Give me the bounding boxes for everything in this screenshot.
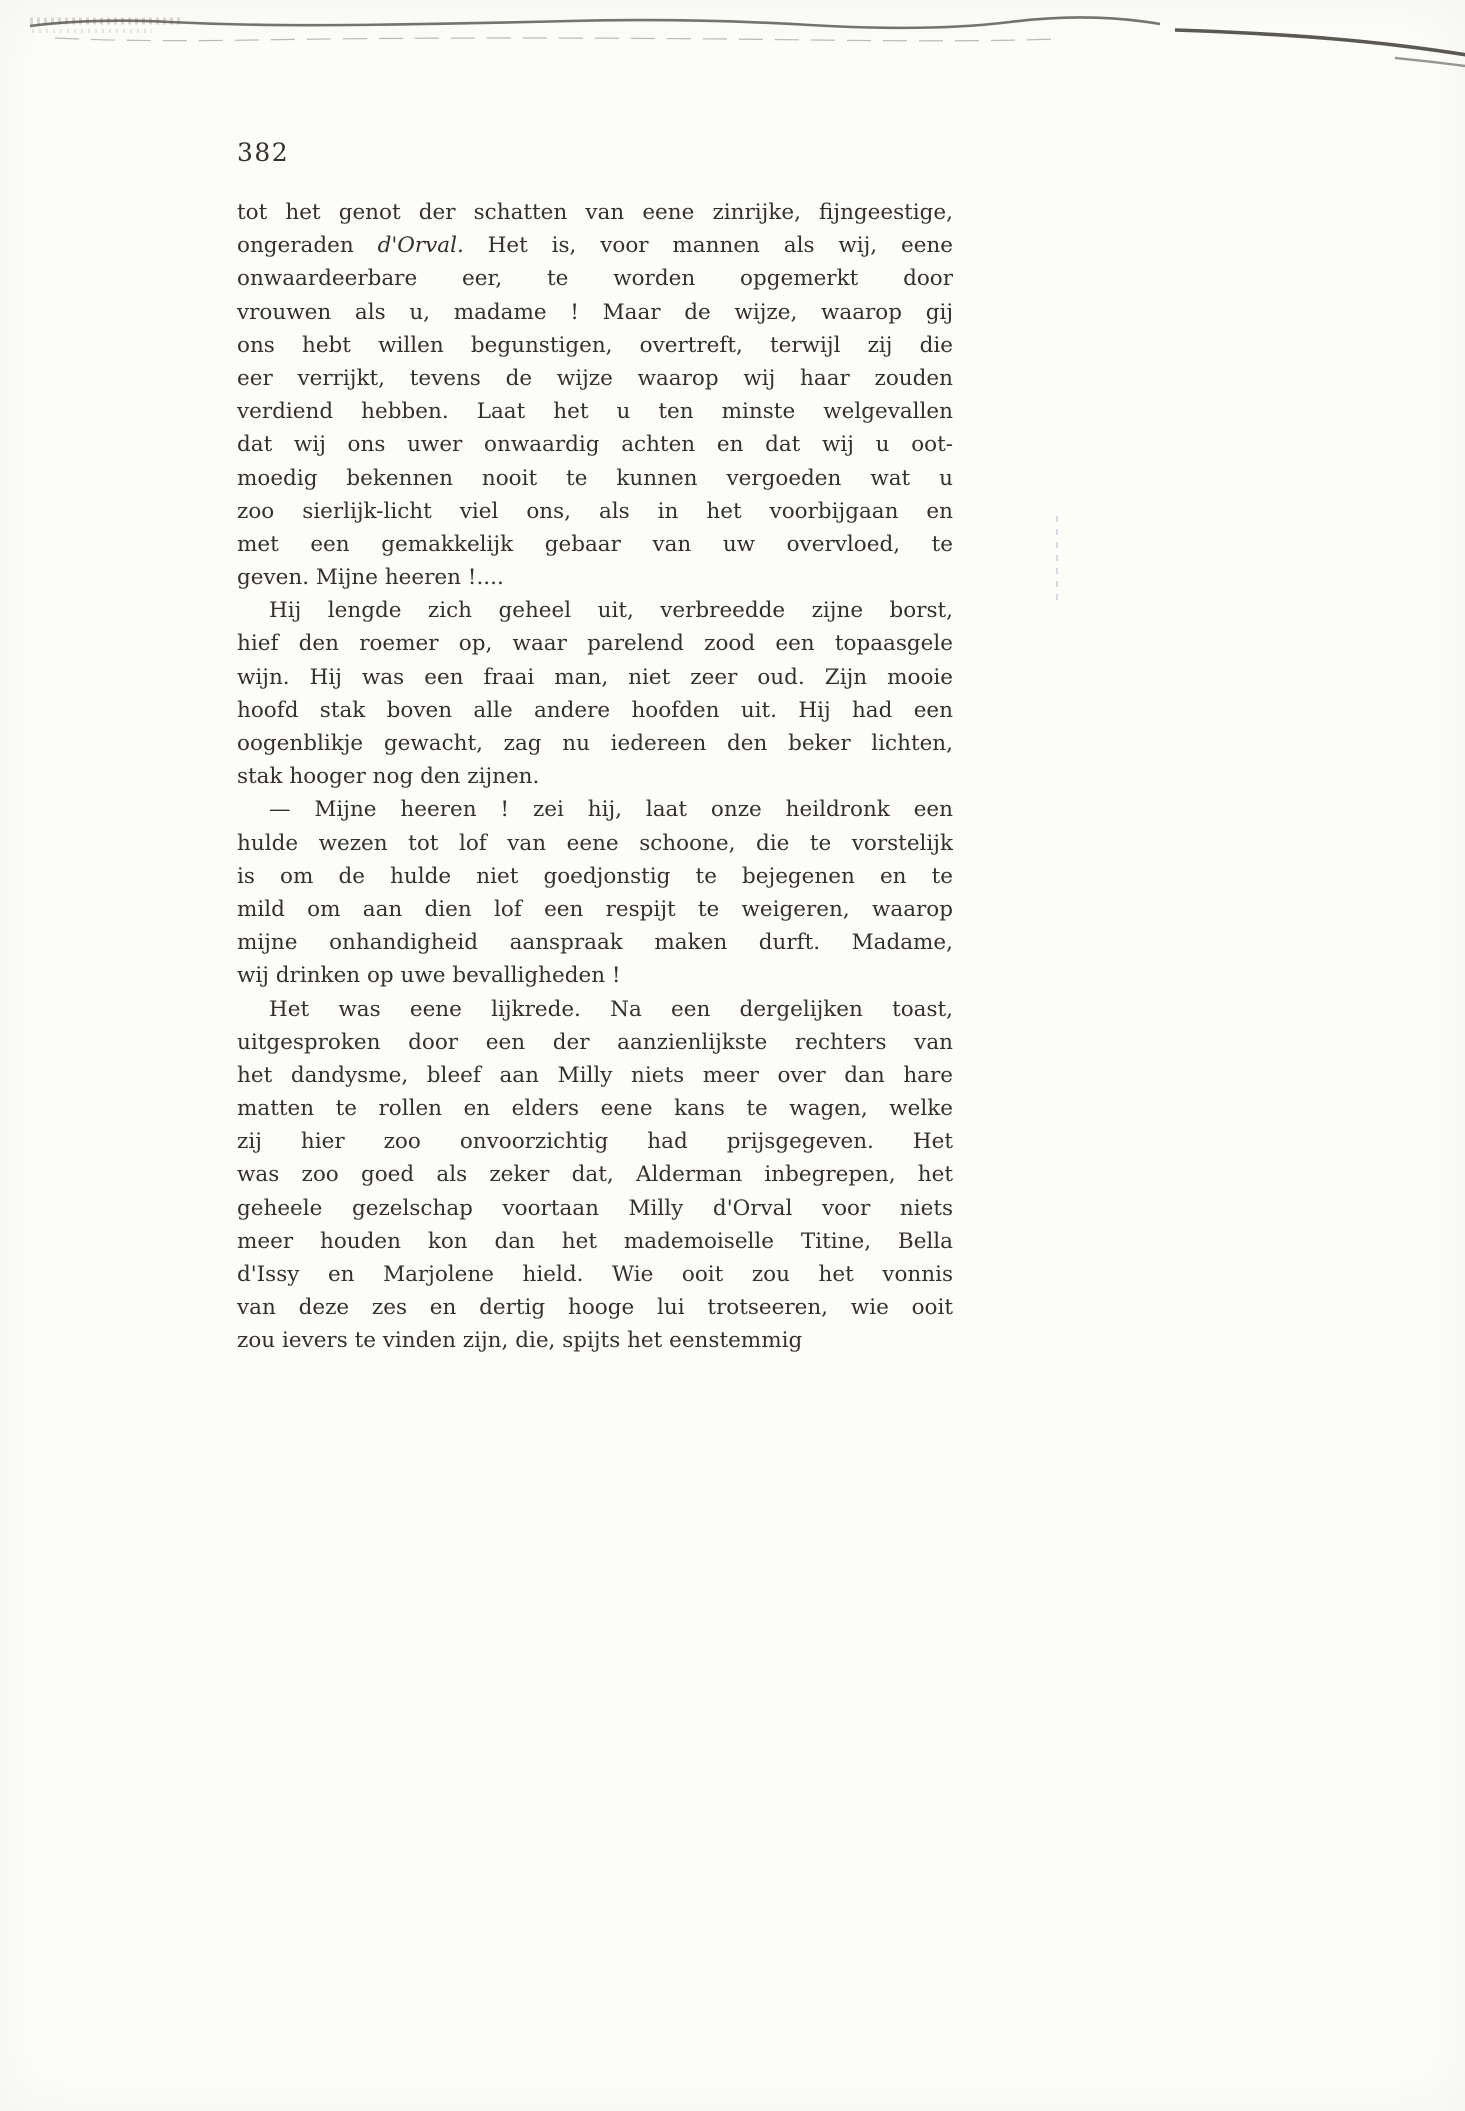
text-segment: geheele gezelschap voortaan Milly d'Orval voor niets (237, 1195, 953, 1221)
text-segment: hief den roemer op, waar parelend zood een topaasgele (237, 631, 953, 657)
text-segment: Het was eene lijkrede. Na een dergelijken toast, (269, 996, 953, 1022)
text-line (237, 428, 953, 461)
text-line (237, 827, 953, 860)
text-line (237, 528, 953, 561)
text-segment: onwaardeerbare eer, te worden opgemerkt door (237, 266, 953, 292)
text-line (237, 694, 953, 727)
text-line (237, 1291, 953, 1324)
text-segment: hulde wezen tot lof van eene schoone, die te vorstelijk (237, 830, 953, 856)
text-segment: — Mijne heeren ! zei hij, laat onze heildronk een (269, 797, 953, 823)
italic-text-segment: d'Orval. (377, 233, 464, 259)
text-line (237, 1125, 953, 1158)
text-block (237, 196, 953, 1358)
text-segment: ongeraden (237, 233, 378, 259)
text-segment: Hij lengde zich geheel uit, verbreedde zijne borst, (269, 598, 953, 624)
text-line (237, 362, 953, 395)
text-segment: stak hooger nog den zijnen. (237, 764, 540, 790)
text-line (237, 1258, 953, 1291)
text-segment: mijne onhandigheid aanspraak maken durft. Madame, (237, 930, 953, 956)
text-segment: geven. Mijne heeren !.... (237, 565, 504, 591)
text-line (237, 1225, 953, 1258)
text-line (237, 1092, 953, 1125)
paragraph (237, 594, 953, 793)
paragraph (237, 196, 953, 594)
text-segment: met een gemakkelijk gebaar van uw overvloed, te (237, 531, 953, 557)
text-segment: vrouwen als u, madame ! Maar de wijze, waarop gij (237, 299, 953, 325)
page-number: 382 (237, 138, 290, 167)
text-segment: van deze zes en dertig hooge lui trotseeren, wie ooit (237, 1295, 953, 1321)
text-segment: meer houden kon dan het mademoiselle Titine, Bella (237, 1228, 953, 1254)
scan-blue-artifact (1056, 516, 1058, 604)
text-segment: hoofd stak boven alle andere hoofden uit. Hij had een (237, 697, 953, 723)
text-line (237, 1158, 953, 1191)
text-line (237, 462, 953, 495)
text-segment: dat wij ons uwer onwaardig achten en dat wij u oot- (237, 432, 953, 458)
text-line (237, 926, 953, 959)
scan-edge-artifact (0, 0, 1465, 90)
text-line (237, 262, 953, 295)
text-line (237, 1026, 953, 1059)
text-segment: verdiend hebben. Laat het u ten minste welgevallen (237, 399, 953, 425)
text-line (237, 561, 953, 594)
text-segment: wijn. Hij was een fraai man, niet zeer oud. Zijn mooie (237, 664, 953, 690)
text-segment: was zoo goed als zeker dat, Alderman inbegrepen, het (237, 1162, 953, 1188)
text-segment: het dandysme, bleef aan Milly niets meer over dan hare (237, 1062, 953, 1088)
text-segment: ons hebt willen begunstigen, overtreft, terwijl zij die (237, 332, 953, 358)
text-line (237, 395, 953, 428)
text-line (237, 296, 953, 329)
text-segment: uitgesproken door een der aanzienlijkste rechters van (237, 1029, 953, 1055)
text-segment: d'Issy en Marjolene hield. Wie ooit zou het vonnis (237, 1262, 953, 1287)
text-segment: zoo sierlijk-licht viel ons, als in het voorbijgaan en (237, 498, 953, 524)
text-segment: matten te rollen en elders eene kans te wagen, welke (237, 1096, 953, 1122)
text-line (237, 860, 953, 893)
text-line (237, 329, 953, 362)
text-line (237, 594, 953, 627)
text-segment: moedig bekennen nooit te kunnen vergoeden wat u (237, 465, 953, 491)
text-segment: tot het genot der schatten van eene zinrijke, fijngeestige, (237, 200, 953, 225)
text-line (237, 727, 953, 760)
text-line (237, 793, 953, 826)
text-segment: is om de hulde niet goedjonstig te bejegenen en te (237, 863, 953, 889)
text-line (237, 229, 953, 262)
text-line (237, 1192, 953, 1225)
text-line (237, 959, 953, 992)
text-segment: zou ievers te vinden zijn, die, spijts het eenstemmig (237, 1328, 803, 1354)
text-segment: zij hier zoo onvoorzichtig had prijsgegeven. Het (237, 1129, 953, 1155)
text-line (237, 993, 953, 1026)
text-line (237, 661, 953, 694)
text-line (237, 760, 953, 793)
text-line (237, 196, 953, 229)
text-line (237, 495, 953, 528)
text-segment: oogenblikje gewacht, zag nu iedereen den beker lichten, (237, 731, 953, 756)
text-segment: eer verrijkt, tevens de wijze waarop wij haar zouden (237, 365, 953, 391)
text-segment: mild om aan dien lof een respijt te weigeren, waarop (237, 896, 953, 922)
text-segment: Het is, voor mannen als wij, eene (463, 233, 953, 259)
text-line (237, 1324, 953, 1357)
text-line (237, 1059, 953, 1092)
paragraph (237, 993, 953, 1358)
text-segment: wij drinken op uwe bevalligheden ! (237, 963, 621, 989)
paragraph (237, 793, 953, 992)
text-line (237, 893, 953, 926)
text-line (237, 627, 953, 660)
